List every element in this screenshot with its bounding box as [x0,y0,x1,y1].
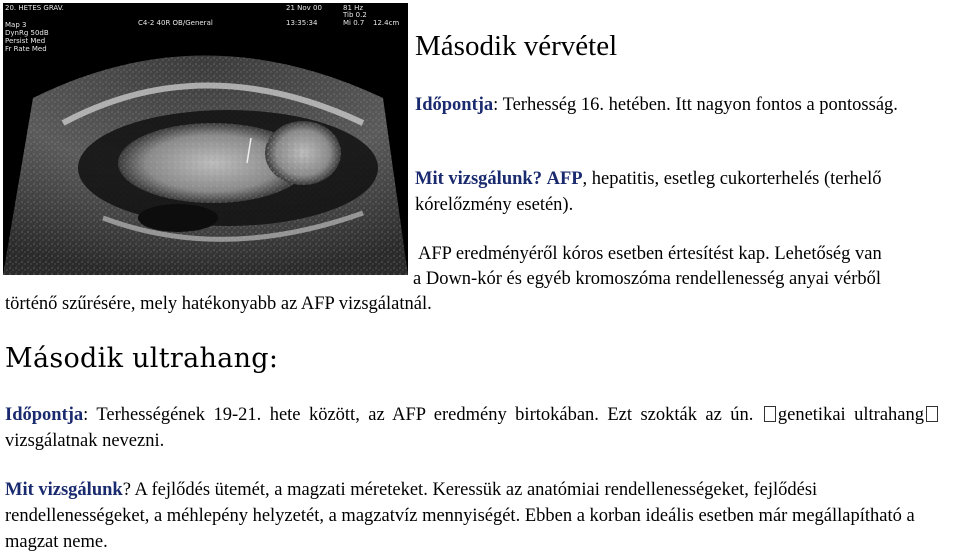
section2-paragraph-1 [5,402,940,454]
section1-title: Második vérvétel [415,30,618,62]
ultrasound-image [3,3,408,275]
overlay-top-0: C4-2 40R OB/General [138,19,213,27]
section1-paragraph-1 [415,92,925,118]
section2-p1-text-a: : Terhességének 19-21. hete között, az AFP eredmény birtokában. Ezt szokták az ún. [83,405,754,425]
section2-p1-text-b: genetikai [777,405,846,425]
quote-close-glyph [926,406,938,422]
overlay-right-1: 13:35:34 [286,19,318,27]
section1-p2-text: , hepatitis, esetleg cukorterhelés (terhelő kórelőzmény esetén). [415,169,882,215]
section1-p1-label: Időpontja [415,95,494,115]
section2-p1-text-d: vizsgálatnak nevezni. [5,431,165,451]
section2-p2-text: ? A fejlődés ütemét, a magzati méreteket. Keressük az anatómiai rendellenességeket, fejlődési rendellenességeket, a méhlepény helyzetét, a magzatvíz mennyiségét. Ebben a korban ideális esetben már megállapítható a magzat neme. [5,480,915,552]
overlay-left-1: Map 3 [5,21,27,29]
overlay-right-0: 21 Nov 00 [286,4,322,12]
overlay-left-4: Fr Rate Med [5,45,47,53]
section1-p1-text: : Terhesség 16. hetében. Itt nagyon fontos a pontosság. [493,95,898,115]
overlay-left-3: Persist Med [5,37,46,45]
overlay-right-2: 81 Hz [343,4,364,12]
section1-p2-bold: AFP [546,169,583,189]
overlay-left-2: DynRg 50dB [5,29,49,37]
section2-paragraph-2 [5,477,940,555]
section1-p3-line2: a Down-kór és egyéb kromoszóma rendellenesség anyai vérből [413,269,881,289]
overlay-right-4: Mi 0.7 [343,19,365,27]
section1-p2-label: Mit vizsgálunk? [415,169,542,189]
quote-open-glyph [764,406,776,422]
overlay-right-3: Tib 0.2 [343,11,367,19]
overlay-right-5: 12.4cm [373,19,400,27]
section1-p3-line3: történő szűrésére, mely hatékonyabb az AFP vizsgálatnál. [5,294,432,314]
section1-paragraph-2 [415,166,935,218]
overlay-left-0: 20. HETES GRAV. [5,4,64,12]
section2-p1-text-c: ultrahang [854,405,925,425]
section1-p3-line1: AFP eredményéről kóros esetben értesítést kap. Lehetőség van [418,244,882,264]
section2-title: Második ultrahang: [5,343,279,374]
section2-p2-label: Mit vizsgálunk [5,480,123,500]
section2-p1-label: Időpontja [5,405,84,425]
